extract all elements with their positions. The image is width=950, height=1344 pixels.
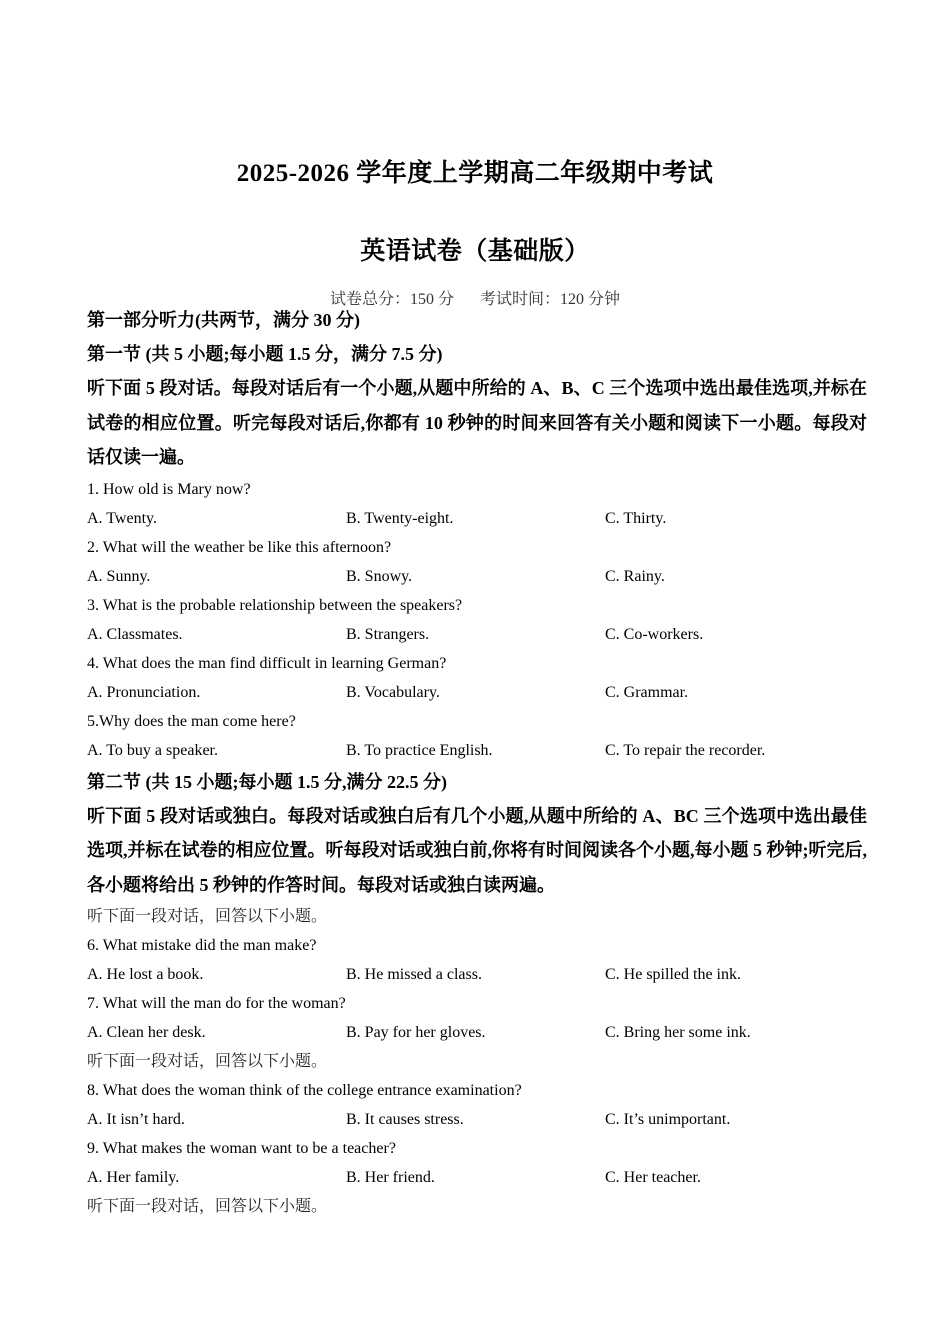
option-5a: A. To buy a speaker. [87, 741, 218, 759]
options-5 [87, 736, 867, 765]
section2-instruction: 听下面 5 段对话或独白。每段对话或独白后有几个小题,从题中所给的 A、BC 三个选项中选出最佳选项,并标在试卷的相应位置。听每段对话或独白前,你将有时间阅读各个小题,每小题 5 秒钟;听完后,各小题将给出 5 秒钟的作答时间。每段对话或独白读两遍。 [87, 805, 867, 895]
option-7b: B. Pay for her gloves. [346, 1024, 486, 1041]
option-1c: C. Thirty. [605, 509, 667, 527]
option-2a: A. Sunny. [87, 567, 151, 585]
listening-note: 听下面一段对话，回答以下小题。 [87, 1053, 328, 1070]
question-4: 4. What does the man find difficult in learning German? [87, 654, 447, 672]
option-8a: A. It isn’t hard. [87, 1111, 185, 1128]
option-3b: B. Strangers. [346, 625, 430, 643]
option-6b: B. He missed a class. [346, 966, 482, 983]
question-7: 7. What will the man do for the woman? [87, 995, 346, 1012]
question-8: 8. What does the woman think of the college entrance examination? [87, 1082, 522, 1099]
options-1 [87, 504, 867, 533]
part1-heading: 第一部分听力(共两节，满分 30 分) [87, 310, 360, 330]
question-2: 2. What will the weather be like this afternoon? [87, 538, 392, 556]
listening-note: 听下面一段对话，回答以下小题。 [87, 1198, 328, 1215]
option-2b: B. Snowy. [346, 567, 413, 585]
option-8b: B. It causes stress. [346, 1111, 464, 1128]
option-6c: C. He spilled the ink. [605, 966, 741, 983]
question-3: 3. What is the probable relationship between the speakers? [87, 596, 463, 614]
option-9b: B. Her friend. [346, 1169, 435, 1186]
option-2c: C. Rainy. [605, 567, 665, 585]
options-2 [87, 562, 867, 591]
option-4c: C. Grammar. [605, 683, 689, 701]
question-9: 9. What makes the woman want to be a teacher? [87, 1140, 396, 1157]
option-5b: B. To practice English. [346, 741, 493, 759]
option-1a: A. Twenty. [87, 509, 157, 527]
exam-body [87, 303, 867, 1221]
option-9a: A. Her family. [87, 1169, 180, 1186]
options-7 [87, 1018, 867, 1047]
question-5: 5.Why does the man come here? [87, 712, 296, 730]
exam-title: 2025-2026 学年度上学期高二年级期中考试 [236, 160, 714, 187]
exam-subtitle: 英语试卷（基础版） [360, 238, 590, 265]
option-9c: C. Her teacher. [605, 1169, 701, 1186]
options-3 [87, 620, 867, 649]
option-8c: C. It’s unimportant. [605, 1111, 731, 1128]
option-4a: A. Pronunciation. [87, 683, 201, 701]
option-7a: A. Clean her desk. [87, 1024, 206, 1041]
question-1: 1. How old is Mary now? [87, 480, 251, 498]
option-3c: C. Co-workers. [605, 625, 704, 643]
option-5c: C. To repair the recorder. [605, 741, 766, 759]
options-9 [87, 1163, 867, 1192]
options-4 [87, 678, 867, 707]
exam-time: 考试时间：120 分钟 [480, 291, 621, 308]
option-1b: B. Twenty-eight. [346, 509, 454, 527]
options-8 [87, 1105, 867, 1134]
total-score: 试卷总分：150 分 [329, 291, 454, 308]
section1-instruction: 听下面 5 段对话。每段对话后有一个小题,从题中所给的 A、B、C 三个选项中选出最佳选项,并标在试卷的相应位置。听完每段对话后,你都有 10 秒钟的时间来回答有关小题和阅读下一小题。每段对话仅读一遍。 [87, 378, 867, 467]
option-6a: A. He lost a book. [87, 966, 204, 983]
section1-heading: 第一节 (共 5 小题;每小题 1.5 分，满分 7.5 分) [87, 344, 443, 364]
question-6: 6. What mistake did the man make? [87, 937, 317, 954]
options-6 [87, 960, 867, 989]
listening-note: 听下面一段对话，回答以下小题。 [87, 908, 328, 925]
option-3a: A. Classmates. [87, 625, 183, 643]
section2-heading: 第二节 (共 15 小题;每小题 1.5 分,满分 22.5 分) [87, 771, 447, 792]
option-4b: B. Vocabulary. [346, 683, 440, 701]
option-7c: C. Bring her some ink. [605, 1024, 751, 1041]
